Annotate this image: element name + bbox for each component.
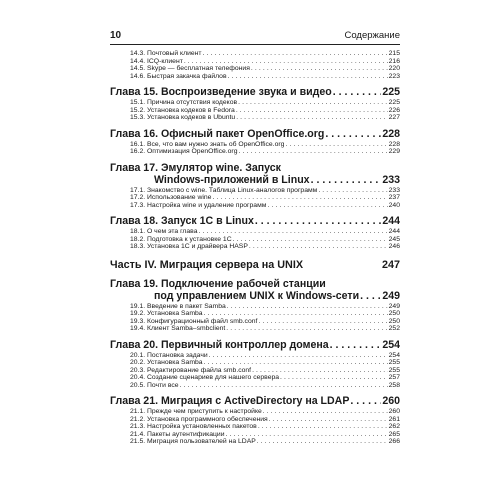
entry-title: 21.2. Установка программного обеспечения: [130, 415, 268, 423]
dot-leader: [236, 114, 387, 122]
entry-page: 249: [388, 302, 400, 310]
entry-page: 266: [388, 438, 400, 445]
chapter-title: Глава 19. Подключение рабочей станции: [110, 277, 326, 290]
entry-title: 19.4. Клиент Samba–smbclient: [130, 325, 226, 332]
entry-title: 20.3. Редактирование файла smb.conf: [130, 366, 252, 374]
entry-page: 265: [388, 430, 400, 438]
entry-title: 18.2. Подготовка к установке 1С: [130, 235, 232, 243]
dot-leader: [257, 438, 388, 446]
dot-leader: [311, 174, 382, 186]
dot-leader: [258, 318, 387, 326]
toc-entry: [110, 99, 400, 107]
chapter-title: Глава 21. Миграция с ActiveDirectory на LDAP: [110, 395, 350, 407]
toc-entry: [110, 325, 400, 333]
page-number: 10: [110, 30, 122, 41]
chapter-heading: [110, 339, 400, 351]
entry-page: 254: [388, 351, 400, 359]
entry-title: 16.1. Все, что вам нужно знать об OpenOffice.org: [130, 140, 285, 148]
toc-entry: [110, 423, 400, 431]
chapter-heading: [110, 128, 400, 140]
toc-entry: [110, 382, 400, 390]
toc-entry: [110, 359, 400, 367]
dot-leader: [212, 194, 387, 202]
dot-leader: [204, 359, 388, 367]
dot-leader: [255, 215, 381, 227]
dot-leader: [251, 65, 388, 73]
entry-page: 237: [388, 194, 400, 201]
dot-leader: [249, 243, 388, 251]
dot-leader: [269, 416, 388, 424]
toc-entry: [110, 352, 400, 360]
dot-leader: [285, 141, 387, 149]
entry-title: 21.1. Прежде чем приступить к настройке: [130, 408, 262, 415]
dot-leader: [180, 382, 388, 390]
chapter-page: 244: [382, 215, 400, 227]
toc-entry: [110, 50, 400, 58]
entry-page: 233: [388, 186, 400, 194]
dot-leader: [330, 339, 382, 351]
chapter-page: 249: [382, 289, 400, 302]
chapter-title: Глава 15. Воспроизведение звука и видео: [110, 86, 332, 98]
entry-page: 257: [388, 374, 400, 381]
dot-leader: [267, 202, 387, 210]
chapter-title-line: [110, 278, 400, 290]
chapter-title: под управлением UNIX к Windows-сети: [154, 289, 360, 302]
chapter-heading: [110, 278, 400, 302]
chapter-title-line: [110, 290, 400, 302]
entry-title: 14.6. Быстрая закачка файлов: [130, 72, 227, 80]
entry-title: 17.1. Знакомство с wine. Таблица Linux-аналогов программ: [130, 186, 318, 194]
toc-entry: [110, 65, 400, 73]
dot-leader: [238, 99, 388, 107]
entry-title: 15.3. Установка кодеков в Ubuntu: [130, 114, 236, 121]
chapter-heading: [110, 215, 400, 227]
entry-page: 258: [388, 381, 400, 389]
toc-entry: [110, 318, 400, 326]
chapter-page: 225: [382, 86, 400, 98]
dot-leader: [184, 58, 388, 66]
entry-title: 20.4. Создание сценариев для нашего сервера: [130, 374, 280, 381]
entry-page: 255: [388, 359, 400, 366]
entry-page: 227: [388, 114, 400, 121]
toc-entry: [110, 236, 400, 244]
entry-page: 240: [388, 201, 400, 209]
table-of-contents: [110, 50, 400, 446]
entry-page: 250: [388, 317, 400, 325]
dot-leader: [203, 50, 388, 58]
entry-page: 223: [388, 72, 400, 80]
entry-title: 14.4. ICQ-клиент: [130, 57, 183, 65]
entry-title: 16.2. Оптимизация OpenOffice.org: [130, 148, 238, 155]
dot-leader: [198, 228, 387, 236]
entry-title: 18.3. Установка 1С и драйвера HASP: [130, 243, 248, 250]
chapter-heading: [110, 162, 400, 186]
toc-entry: [110, 73, 400, 81]
entry-page: 229: [388, 148, 400, 155]
dot-leader: [226, 431, 388, 439]
dot-leader: [226, 325, 387, 333]
entry-title: 21.3. Настройка установленных пакетов: [130, 423, 257, 430]
toc-entry: [110, 58, 400, 66]
dot-leader: [252, 367, 388, 375]
chapter-title-line: [110, 215, 400, 227]
chapter-title: Глава 20. Первичный контроллер домена: [110, 338, 329, 351]
chapter-heading: [110, 86, 400, 98]
dot-leader: [233, 236, 388, 244]
toc-entry: [110, 148, 400, 156]
toc-entry: [110, 416, 400, 424]
running-title: Содержание: [344, 30, 400, 41]
chapter-title: Глава 17. Эмулятор wine. Запуск: [110, 161, 281, 174]
chapter-title-line: [110, 162, 400, 174]
entry-title: 20.5. Почти все: [130, 381, 179, 389]
chapter-title-line: [110, 86, 400, 98]
toc-entry: [110, 114, 400, 122]
entry-page: 250: [388, 310, 400, 317]
entry-title: 20.1. Постановка задачи: [130, 351, 208, 359]
toc-entry: [110, 408, 400, 416]
dot-leader: [360, 290, 381, 302]
running-header: [110, 28, 400, 45]
entry-page: 245: [388, 235, 400, 243]
entry-title: 17.2. Использование wine: [130, 194, 212, 201]
dot-leader: [236, 107, 388, 115]
dot-leader: [238, 148, 387, 156]
dot-leader: [350, 395, 381, 407]
chapter-title-line: [110, 339, 400, 351]
entry-title: 19.1. Введение в пакет Samba: [130, 302, 226, 310]
entry-page: 216: [388, 57, 400, 65]
entry-page: 260: [388, 408, 400, 415]
toc-entry: [110, 194, 400, 202]
entry-page: 225: [388, 99, 400, 106]
toc-entry: [110, 187, 400, 195]
entry-title: 15.1. Причина отсутствия кодеков: [130, 99, 238, 106]
toc-entry: [110, 141, 400, 149]
chapter-title: Глава 18. Запуск 1С в Linux: [110, 215, 254, 227]
chapter-title-line: [110, 395, 400, 407]
entry-title: 19.3. Конфигурационный файл smb.conf: [130, 317, 258, 325]
dot-leader: [325, 128, 381, 140]
toc-entry: [110, 310, 400, 318]
chapter-page: 254: [382, 338, 400, 351]
dot-leader: [280, 374, 388, 382]
chapter-title-line: [110, 128, 400, 140]
entry-title: 14.3. Почтовый клиент: [130, 50, 202, 57]
chapter-heading: [110, 395, 400, 407]
toc-entry: [110, 438, 400, 446]
entry-title: 20.2. Установка Samba: [130, 359, 203, 366]
chapter-page: 233: [382, 173, 400, 186]
dot-leader: [263, 408, 388, 416]
entry-page: 255: [388, 366, 400, 374]
toc-entry: [110, 367, 400, 375]
entry-title: 14.5. Skype — бесплатная телефония: [130, 65, 250, 72]
dot-leader: [258, 423, 388, 431]
dot-leader: [227, 303, 388, 311]
entry-title: 18.1. О чем эта глава: [130, 228, 198, 235]
dot-leader: [333, 86, 382, 98]
entry-title: 17.3. Настройка wine и удаление программ: [130, 201, 267, 209]
entry-page: 215: [388, 50, 400, 57]
toc-entry: [110, 431, 400, 439]
dot-leader: [209, 352, 388, 360]
toc-entry: [110, 228, 400, 236]
chapter-title-line: [110, 174, 400, 186]
entry-title: 19.2. Установка Samba: [130, 310, 203, 317]
chapter-page: 228: [382, 127, 400, 140]
entry-title: 21.4. Пакеты аутентификации: [130, 430, 225, 438]
part-page: 247: [381, 258, 400, 271]
entry-page: 246: [388, 243, 400, 250]
dot-leader: [318, 187, 387, 195]
toc-entry: [110, 107, 400, 115]
entry-page: 228: [388, 140, 400, 148]
toc-entry: [110, 243, 400, 251]
toc-entry: [110, 374, 400, 382]
dot-leader: [204, 310, 388, 318]
entry-page: 220: [388, 65, 400, 72]
toc-entry: [110, 303, 400, 311]
part-title: Часть IV. Миграция сервера на UNIX: [110, 258, 304, 271]
entry-page: 262: [388, 423, 400, 430]
entry-page: 252: [388, 325, 400, 332]
entry-page: 244: [388, 228, 400, 235]
toc-entry: [110, 202, 400, 210]
entry-page: 261: [388, 415, 400, 423]
chapter-title: Глава 16. Офисный пакет OpenOffice.org: [110, 127, 325, 140]
entry-title: 21.5. Миграция пользователей на LDAP: [130, 438, 256, 445]
dot-leader: [228, 73, 388, 81]
entry-title: 15.2. Установка кодеков в Fedora: [130, 106, 235, 114]
entry-page: 226: [388, 106, 400, 114]
part-heading: [110, 259, 400, 272]
chapter-page: 260: [382, 395, 400, 407]
chapter-title: Windows-приложений в Linux: [154, 173, 310, 186]
